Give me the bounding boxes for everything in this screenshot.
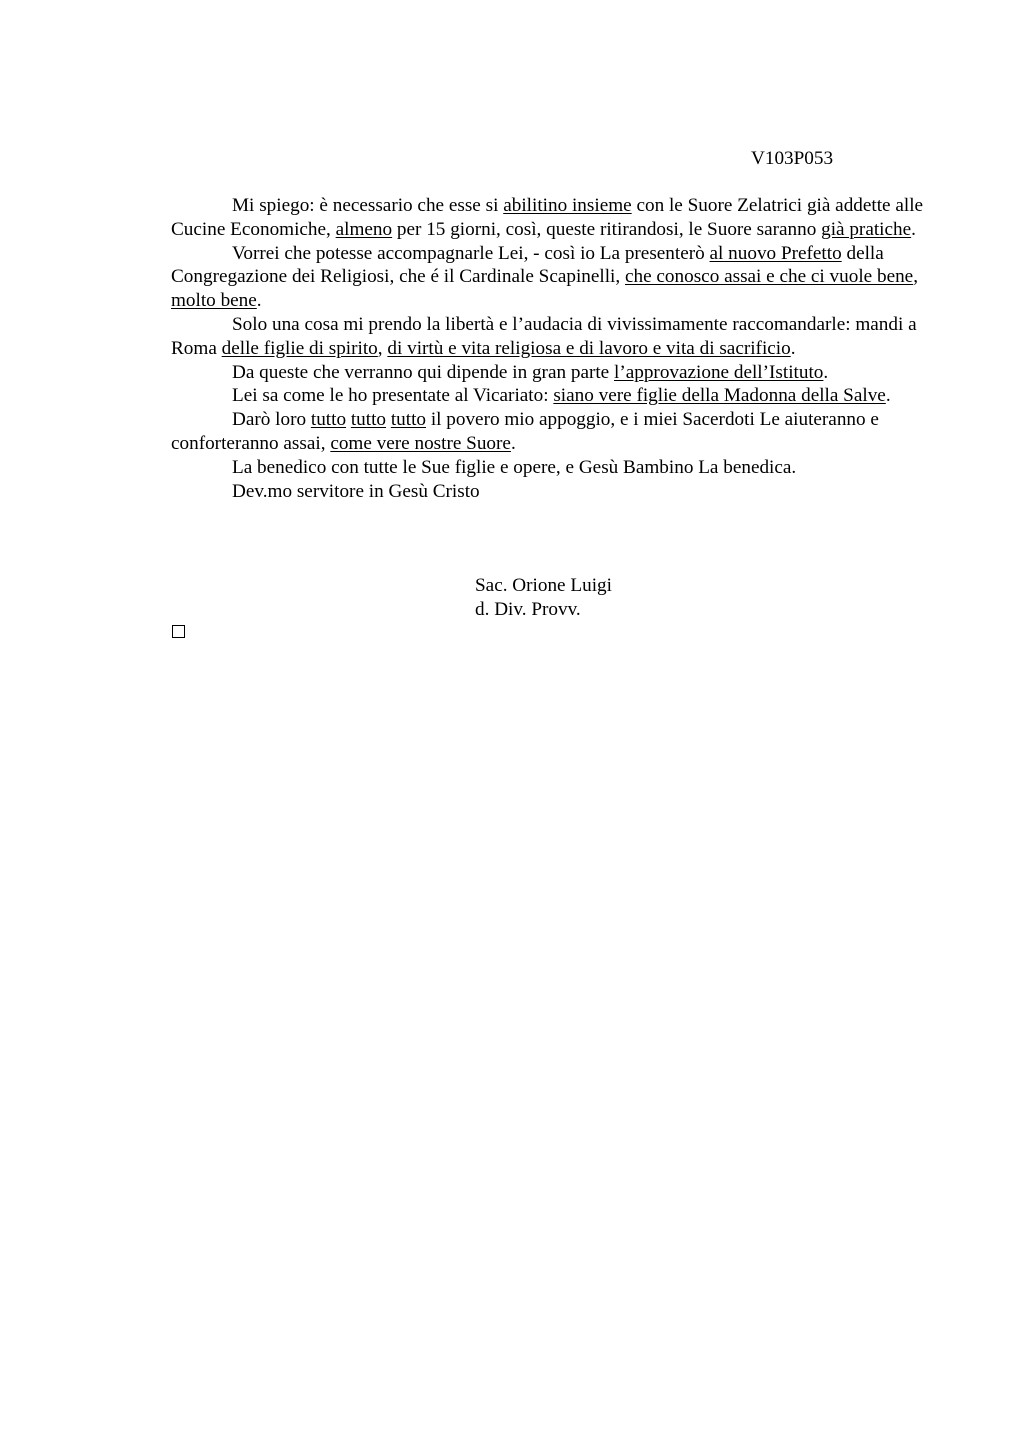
underlined-phrase: come vere nostre Suore [330,432,511,454]
signature-name: Sac. Orione Luigi [475,575,612,596]
text-segment: , [913,266,918,288]
letter-paragraph [171,313,926,361]
signature-title: d. Div. Provv. [475,599,581,620]
text-segment: , [377,337,388,359]
letter-paragraph [171,456,926,480]
text-segment: Lei sa come le ho presentate al Vicariato: [232,385,554,407]
text-segment: . [790,337,796,359]
text-segment: Da queste che verranno qui dipende in gran parte [232,361,614,383]
underlined-phrase: tutto [350,409,387,431]
text-segment: Solo una cosa mi prendo la libertà e l’audacia di vivissimamente raccomandarle: mandi a Roma [171,313,917,359]
text-segment: Darò loro [232,409,311,431]
text-segment: . [885,385,891,407]
text-segment: con le Suore Zelatrici già addette alle Cucine Economiche, [171,195,924,240]
underlined-phrase: l’approvazione dell’Istituto [614,361,824,383]
text-segment: Mi spiego: è necessario che esse si [232,195,504,216]
text-segment: il povero mio appoggio, e i miei Sacerdoti Le aiuteranno e conforteranno assai, [171,409,879,454]
text-segment: Dev.mo servitore in Gesù Cristo [232,480,480,502]
letter-paragraph [171,242,926,313]
letter-paragraph [171,384,926,408]
letter-paragraph [171,480,926,504]
text-segment: per 15 giorni, così, queste ritirandosi, le Suore saranno [392,218,822,240]
text-segment: Vorrei che potesse accompagnarle Lei, - così io La presenterò [232,242,710,264]
text-segment: La benedico con tutte le Sue figlie e opere, e Gesù Bambino La benedica. [232,456,797,478]
underlined-phrase: molto bene [171,290,257,312]
underlined-phrase: già pratiche [821,218,912,240]
text-segment: . [823,361,829,383]
letter-paragraph [171,408,926,456]
underlined-phrase: al nuovo Prefetto [709,242,842,264]
underlined-phrase: tutto [390,409,427,431]
signature-block [475,574,612,622]
square-outline-icon [172,625,185,638]
underlined-phrase: tutto [310,409,347,431]
underlined-phrase: di virtù e vita religiosa e di lavoro e vita di sacrificio [387,337,791,359]
underlined-phrase: delle figlie di spirito [221,337,378,359]
letter-body [171,194,926,503]
letter-paragraph [171,361,926,385]
text-segment: . [911,218,916,240]
page-reference: V103P053 [751,148,834,169]
text-segment: . [256,290,262,312]
letter-paragraph [171,194,926,242]
underlined-phrase: che conosco assai e che ci vuole bene [624,266,914,288]
underlined-phrase: almeno [335,218,393,240]
underlined-phrase: abilitino insieme [503,195,632,216]
text-segment: della Congregazione dei Religiosi, che é il Cardinale Scapinelli, [171,242,884,288]
underlined-phrase: siano vere figlie della Madonna della Salve [553,385,886,407]
text-segment: . [510,432,516,454]
